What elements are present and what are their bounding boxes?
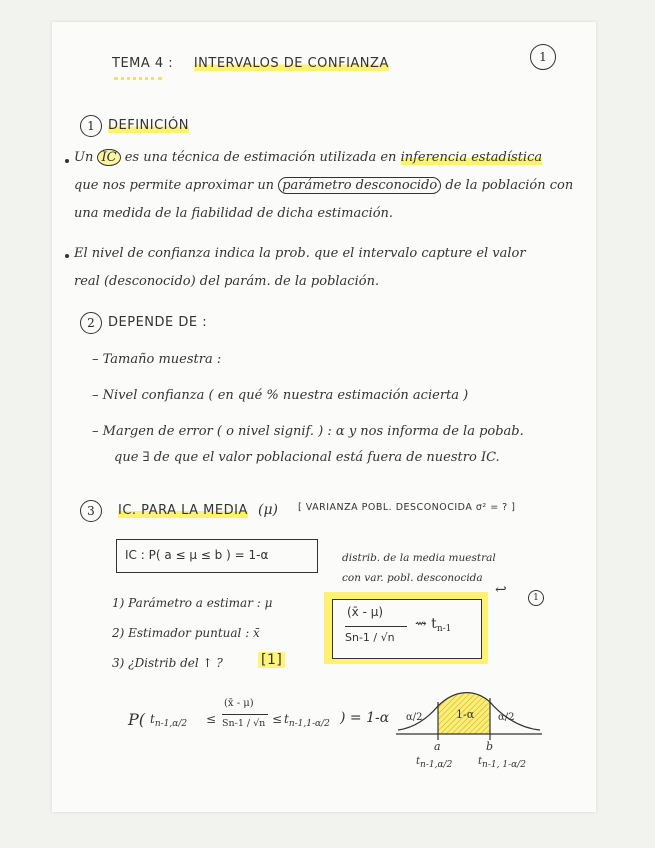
depends-item-1: – Tamaño muestra : — [92, 352, 222, 367]
title-prefix: TEMA 4 : — [112, 56, 174, 71]
stat-box — [332, 599, 482, 659]
page-title — [112, 56, 389, 71]
prob-open: P( — [128, 710, 146, 729]
probability-equation — [128, 698, 390, 748]
distrib-note-1: distrib. de la media muestral — [342, 552, 496, 564]
stat-denominator: Sn-1 / √n — [345, 631, 395, 644]
section-3-mu: (μ) — [258, 502, 279, 518]
section-1-number: 1 — [80, 115, 102, 137]
step-3-ref: [1] — [258, 652, 285, 668]
definition-line-3: una medida de la fiabilidad de dicha estimación. — [74, 206, 394, 221]
section-2-number: 2 — [80, 312, 102, 334]
a-quantile: tn-1,α/2 — [416, 756, 453, 770]
parametro-term: parámetro desconocido — [278, 177, 441, 194]
ic-expression: IC : P( a ≤ μ ≤ b ) = 1-α — [125, 548, 269, 562]
section-3-number: 3 — [80, 500, 102, 522]
depends-item-2: – Nivel confianza ( en qué % nuestra estimación acierta ) — [92, 388, 469, 403]
center-label: 1-α — [456, 708, 475, 721]
section-1-heading: DEFINICIÓN — [108, 118, 189, 133]
title-dots — [114, 77, 162, 80]
prob-rhs: ) = 1-α — [340, 710, 390, 726]
prob-frac-den: Sn-1 / √n — [222, 718, 266, 729]
b-quantile: tn-1, 1-α/2 — [478, 756, 526, 770]
ref-1-circle: 1 — [528, 590, 544, 606]
b-label: b — [486, 740, 494, 753]
stat-numerator: (x̄ - μ) — [347, 605, 384, 619]
confidence-line-1: El nivel de confianza indica la prob. que el intervalo capture el valor — [74, 246, 526, 261]
depends-item-3: – Margen de error ( o nivel signif. ) : α y nos informa de la pobab. — [92, 424, 524, 439]
page-number-circle — [530, 44, 556, 70]
prob-le-2: ≤ — [272, 712, 283, 726]
page-number: 1 — [539, 50, 547, 64]
notebook-page — [52, 22, 596, 812]
distrib-note-2: con var. pobl. desconocida — [342, 572, 483, 584]
step-3: 3) ¿Distrib del ↑ ? — [112, 656, 223, 670]
bullet — [65, 159, 69, 163]
left-tail-label: α/2 — [406, 712, 423, 723]
variance-note: [ VARIANZA POBL. DESCONOCIDA σ² = ? ] — [298, 502, 516, 513]
a-label: a — [434, 740, 441, 753]
stat-distribution: ⇝ $t_{n-1}$ — [415, 616, 452, 634]
section-2-heading: DEPENDE DE : — [108, 315, 208, 330]
title-topic: INTERVALOS DE CONFIANZA — [193, 56, 389, 71]
step-1: 1) Parámetro a estimar : μ — [112, 596, 273, 610]
definition-line-1: Un IC es una técnica de estimación utilizada en inferencia estadística — [74, 150, 543, 165]
step-2: 2) Estimador puntual : x̄ — [112, 626, 260, 640]
right-tail-label: α/2 — [498, 712, 515, 723]
prob-le-1: ≤ — [206, 712, 217, 726]
arrow-down-icon: ↩ — [495, 582, 507, 598]
prob-frac-num: (x̄ - μ) — [224, 698, 254, 709]
inferencia-term: inferencia estadística — [400, 150, 543, 165]
depends-item-3-cont: que ∃ de que el valor poblacional está fuera de nuestro IC. — [114, 450, 500, 465]
confidence-line-2: real (desconocido) del parám. de la población. — [74, 274, 380, 289]
ic-box — [116, 539, 318, 573]
prob-frac-bar — [222, 714, 268, 715]
fraction-bar — [345, 626, 407, 627]
prob-right-bound: $t_{n-1,1-\alpha/2}$ — [284, 712, 330, 729]
section-3-heading: IC. PARA LA MEDIA — [118, 503, 248, 518]
prob-left-bound: $t_{n-1,\alpha/2}$ — [150, 712, 188, 729]
bullet — [65, 254, 69, 258]
definition-line-2: que nos permite aproximar un parámetro desconocido de la población con — [74, 178, 574, 193]
ic-term: IC — [97, 149, 120, 166]
